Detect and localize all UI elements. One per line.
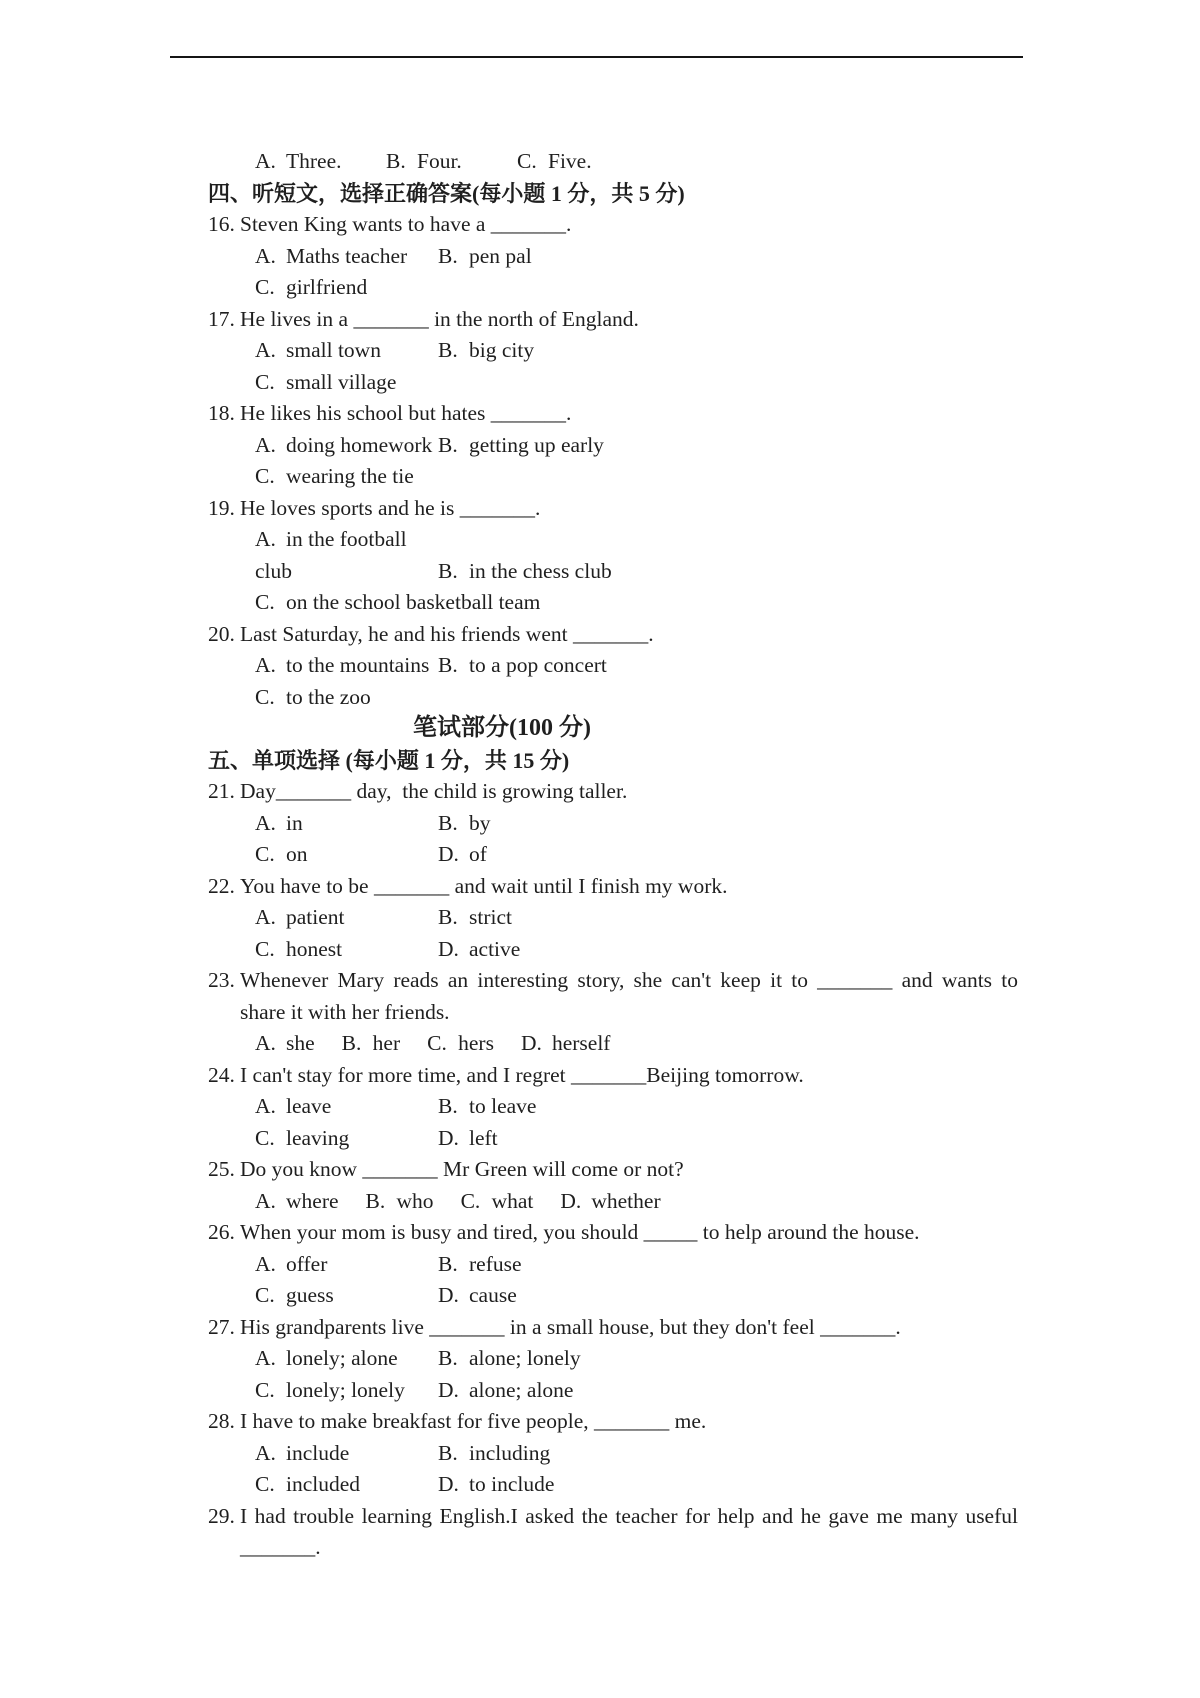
option-row xyxy=(208,1280,1078,1312)
option-text: left xyxy=(469,1125,498,1150)
option xyxy=(366,1189,434,1213)
question-stem xyxy=(208,493,1078,525)
option-text: cause xyxy=(469,1283,517,1307)
option-text: wearing the tie xyxy=(286,464,414,488)
option-label: B. xyxy=(438,905,458,929)
option-text: in the football club xyxy=(255,527,412,583)
question-number: 16. xyxy=(208,212,235,236)
option-row xyxy=(208,461,1078,493)
option-text: lonely; lonely xyxy=(286,1377,405,1402)
option xyxy=(255,524,438,587)
question-text: I had trouble learning English.I asked the teacher for help and he gave me many useful xyxy=(240,1503,1018,1528)
option-label: B. xyxy=(438,432,458,457)
option xyxy=(255,590,540,614)
option xyxy=(255,839,438,871)
option-text: whether xyxy=(591,1188,661,1213)
continuation-line xyxy=(208,997,1078,1029)
option xyxy=(255,1123,438,1155)
option-text: by xyxy=(469,810,491,835)
option-label: B. xyxy=(438,338,458,362)
option xyxy=(438,1094,536,1118)
option-row xyxy=(208,335,1078,367)
option-label: C. xyxy=(255,275,275,299)
option xyxy=(255,146,386,178)
question-number: 19. xyxy=(208,495,235,520)
option xyxy=(255,1375,438,1407)
option-row xyxy=(208,934,1078,966)
option-label: C. xyxy=(255,1472,275,1496)
option-row xyxy=(208,241,1078,273)
option-text: in xyxy=(286,810,303,835)
option-row xyxy=(208,650,1078,682)
option xyxy=(438,559,612,583)
option-row xyxy=(208,1438,1078,1470)
option xyxy=(438,1472,554,1496)
option xyxy=(255,241,438,273)
option xyxy=(255,808,438,840)
option xyxy=(255,1343,438,1375)
option xyxy=(438,937,520,961)
option-label: C. xyxy=(255,1283,275,1307)
option-label: D. xyxy=(438,842,459,866)
question-number: 20. xyxy=(208,621,235,646)
option xyxy=(438,842,487,866)
question-stem xyxy=(208,209,1078,241)
question-number: 26. xyxy=(208,1220,235,1244)
option xyxy=(255,464,414,488)
option-label: A. xyxy=(255,1031,276,1055)
option xyxy=(438,1283,517,1307)
option-label: B. xyxy=(438,1251,458,1276)
option-text: Maths teacher xyxy=(286,243,408,268)
question-text: He likes his school but hates _______. xyxy=(240,401,572,425)
question-text: Day_______ day, the child is growing taller. xyxy=(240,779,628,803)
question-number: 29. xyxy=(208,1503,235,1528)
option-label: A. xyxy=(255,243,276,268)
option-row xyxy=(208,367,1078,399)
option-label: B. xyxy=(438,558,458,583)
question-text: When your mom is busy and tired, you should _____ to help around the house. xyxy=(240,1220,920,1244)
option-text: to include xyxy=(469,1472,555,1496)
option xyxy=(386,146,517,178)
option-text: alone; lonely xyxy=(469,1346,581,1370)
option xyxy=(255,685,371,709)
option xyxy=(438,1252,522,1276)
option-label: A. xyxy=(255,1188,276,1213)
option-text: Five. xyxy=(548,149,592,173)
question-stem xyxy=(208,398,1078,430)
question-text: Last Saturday, he and his friends went _______. xyxy=(240,621,654,646)
option-label: C. xyxy=(255,369,275,394)
option-text: alone; alone xyxy=(469,1377,574,1402)
option-row xyxy=(208,1091,1078,1123)
option-text: hers xyxy=(458,1031,494,1055)
option-label: D. xyxy=(438,1125,459,1150)
option-text: small town xyxy=(286,338,381,362)
option xyxy=(255,335,438,367)
option-row xyxy=(208,146,1078,178)
option xyxy=(521,1031,611,1055)
option-label: A. xyxy=(255,1440,276,1465)
section-header xyxy=(208,178,1078,210)
option-row xyxy=(208,1375,1078,1407)
option-label: A. xyxy=(255,1094,276,1118)
line-text: 笔试部分(100 分) xyxy=(413,715,591,741)
line-text: 四、听短文，选择正确答案(每小题 1 分，共 5 分) xyxy=(208,180,685,206)
question-text: You have to be _______ and wait until I finish my work. xyxy=(240,873,728,898)
option-text: strict xyxy=(469,905,512,929)
option-text: on the school basketball team xyxy=(286,590,541,614)
option-text: girlfriend xyxy=(286,275,368,299)
option-label: C. xyxy=(255,590,275,614)
option-label: B. xyxy=(386,149,406,173)
option-text: big city xyxy=(469,338,535,362)
continuation-line xyxy=(208,1532,1078,1564)
option-row xyxy=(208,1028,1078,1060)
question-text: He lives in a _______ in the north of England. xyxy=(240,306,639,331)
option-label: B. xyxy=(438,243,458,268)
option-label: C. xyxy=(255,464,275,488)
question-number: 27. xyxy=(208,1314,235,1339)
option-text: getting up early xyxy=(469,432,604,457)
option-text: in the chess club xyxy=(469,558,612,583)
option-label: C. xyxy=(460,1188,481,1213)
question-text: Do you know _______ Mr Green will come or not? xyxy=(240,1157,684,1181)
question-stem xyxy=(208,1154,1078,1186)
option-text: leave xyxy=(286,1094,332,1118)
option-label: A. xyxy=(255,1251,276,1276)
option-text: Three. xyxy=(286,149,342,173)
question-text: I can't stay for more time, and I regret _______Beijing tomorrow. xyxy=(240,1062,804,1087)
option-label: A. xyxy=(255,810,276,835)
option xyxy=(438,338,534,362)
exam-content xyxy=(208,146,1078,1564)
option-text: active xyxy=(469,936,521,961)
question-number: 18. xyxy=(208,401,235,425)
option-label: B. xyxy=(438,1346,458,1370)
question-text: Whenever Mary reads an interesting story, she can't keep it to _______ and wants to xyxy=(240,968,1018,992)
option-text: lonely; alone xyxy=(286,1346,398,1370)
option-row xyxy=(208,587,1078,619)
option-text: herself xyxy=(551,1031,611,1055)
top-horizontal-rule xyxy=(170,56,1023,58)
option-text: leaving xyxy=(286,1125,350,1150)
option-label: C. xyxy=(427,1031,447,1055)
option-label: C. xyxy=(255,684,275,709)
line-text: _______. xyxy=(240,1535,321,1559)
option xyxy=(438,811,491,835)
option-label: B. xyxy=(438,810,458,835)
part-title xyxy=(208,713,1078,745)
option xyxy=(438,244,532,268)
option-text: offer xyxy=(286,1251,328,1276)
option-label: A. xyxy=(255,905,276,929)
option-text: where xyxy=(286,1188,339,1213)
section-header xyxy=(208,745,1078,777)
option xyxy=(427,1031,494,1055)
option xyxy=(438,1441,550,1465)
option-row xyxy=(208,682,1078,714)
option-label: D. xyxy=(438,1283,459,1307)
option xyxy=(438,1346,581,1370)
option-label: B. xyxy=(438,1440,458,1465)
option xyxy=(517,149,592,173)
question-text: He loves sports and he is _______. xyxy=(240,495,541,520)
question-text: Steven King wants to have a _______. xyxy=(240,212,572,236)
option xyxy=(438,653,607,677)
option xyxy=(255,650,438,682)
option-text: Four. xyxy=(417,149,462,173)
option xyxy=(342,1031,400,1055)
option-row xyxy=(208,1249,1078,1281)
option-label: A. xyxy=(255,149,276,173)
option-row xyxy=(208,808,1078,840)
option xyxy=(438,1126,498,1150)
option-text: guess xyxy=(286,1283,334,1307)
option-text: small village xyxy=(286,369,397,394)
question-number: 17. xyxy=(208,306,235,331)
question-stem xyxy=(208,1406,1078,1438)
question-stem xyxy=(208,776,1078,808)
question-number: 25. xyxy=(208,1157,235,1181)
option-label: B. xyxy=(438,1094,458,1118)
option-row xyxy=(208,1123,1078,1155)
question-stem xyxy=(208,1060,1078,1092)
option-label: A. xyxy=(255,338,276,362)
option xyxy=(255,902,438,934)
option-label: B. xyxy=(365,1188,386,1213)
option xyxy=(560,1189,660,1213)
option-text: include xyxy=(286,1440,350,1465)
option-label: A. xyxy=(255,653,276,677)
question-number: 22. xyxy=(208,873,235,898)
option-text: pen pal xyxy=(469,243,532,268)
option-text: who xyxy=(396,1188,434,1213)
option-row xyxy=(208,430,1078,462)
option-label: C. xyxy=(255,936,275,961)
option-text: refuse xyxy=(469,1251,522,1276)
option-text: her xyxy=(372,1031,401,1055)
option xyxy=(255,1280,438,1312)
question-text: I have to make breakfast for five people, _______ me. xyxy=(240,1409,707,1433)
option-label: D. xyxy=(438,1472,459,1496)
option-label: A. xyxy=(255,432,276,457)
option-text: including xyxy=(469,1440,551,1465)
option-row xyxy=(208,1343,1078,1375)
option-text: doing homework xyxy=(286,432,433,457)
question-number: 21. xyxy=(208,779,235,803)
option xyxy=(255,430,438,462)
question-stem xyxy=(208,619,1078,651)
option-label: B. xyxy=(438,653,458,677)
question-stem xyxy=(208,1501,1078,1533)
option-label: B. xyxy=(341,1031,362,1055)
question-text: His grandparents live _______ in a small house, but they don't feel _______. xyxy=(240,1314,901,1339)
question-number: 23. xyxy=(208,968,235,992)
option xyxy=(255,1189,339,1213)
option-label: C. xyxy=(517,149,537,173)
option-text: patient xyxy=(286,905,345,929)
line-text: share it with her friends. xyxy=(240,999,450,1024)
option-label: A. xyxy=(255,1346,276,1370)
option-text: to leave xyxy=(469,1094,537,1118)
option-text: to a pop concert xyxy=(469,653,607,677)
option-row xyxy=(208,272,1078,304)
option xyxy=(438,905,512,929)
option-text: to the mountains xyxy=(286,653,430,677)
option-text: included xyxy=(286,1472,361,1496)
option-label: D. xyxy=(438,1377,459,1402)
option xyxy=(255,275,367,299)
option-label: A. xyxy=(255,527,276,551)
option xyxy=(255,934,438,966)
option-label: C. xyxy=(255,1377,275,1402)
option-text: on xyxy=(286,842,308,866)
option xyxy=(438,433,604,457)
option-row xyxy=(208,1186,1078,1218)
option-label: D. xyxy=(438,936,459,961)
option-text: she xyxy=(286,1031,315,1055)
option-label: D. xyxy=(520,1031,542,1055)
option-row xyxy=(208,1469,1078,1501)
option-label: C. xyxy=(255,1125,275,1150)
option xyxy=(255,1091,438,1123)
question-stem xyxy=(208,965,1078,997)
question-stem xyxy=(208,1312,1078,1344)
question-stem xyxy=(208,304,1078,336)
option-row xyxy=(208,524,1078,587)
option-text: honest xyxy=(286,936,343,961)
option-text: to the zoo xyxy=(286,684,371,709)
question-number: 24. xyxy=(208,1062,235,1087)
option xyxy=(255,1438,438,1470)
option-text: what xyxy=(491,1188,534,1213)
option xyxy=(438,1378,573,1402)
option xyxy=(255,1249,438,1281)
question-stem xyxy=(208,871,1078,903)
option xyxy=(255,370,396,394)
option xyxy=(461,1189,534,1213)
question-stem xyxy=(208,1217,1078,1249)
option-label: C. xyxy=(255,842,275,866)
option-row xyxy=(208,902,1078,934)
option xyxy=(255,1031,315,1055)
line-text: 五、单项选择 (每小题 1 分，共 15 分) xyxy=(208,747,570,773)
option-row xyxy=(208,839,1078,871)
option xyxy=(255,1469,438,1501)
question-number: 28. xyxy=(208,1409,235,1433)
option-label: D. xyxy=(560,1188,582,1213)
option-text: of xyxy=(469,842,487,866)
